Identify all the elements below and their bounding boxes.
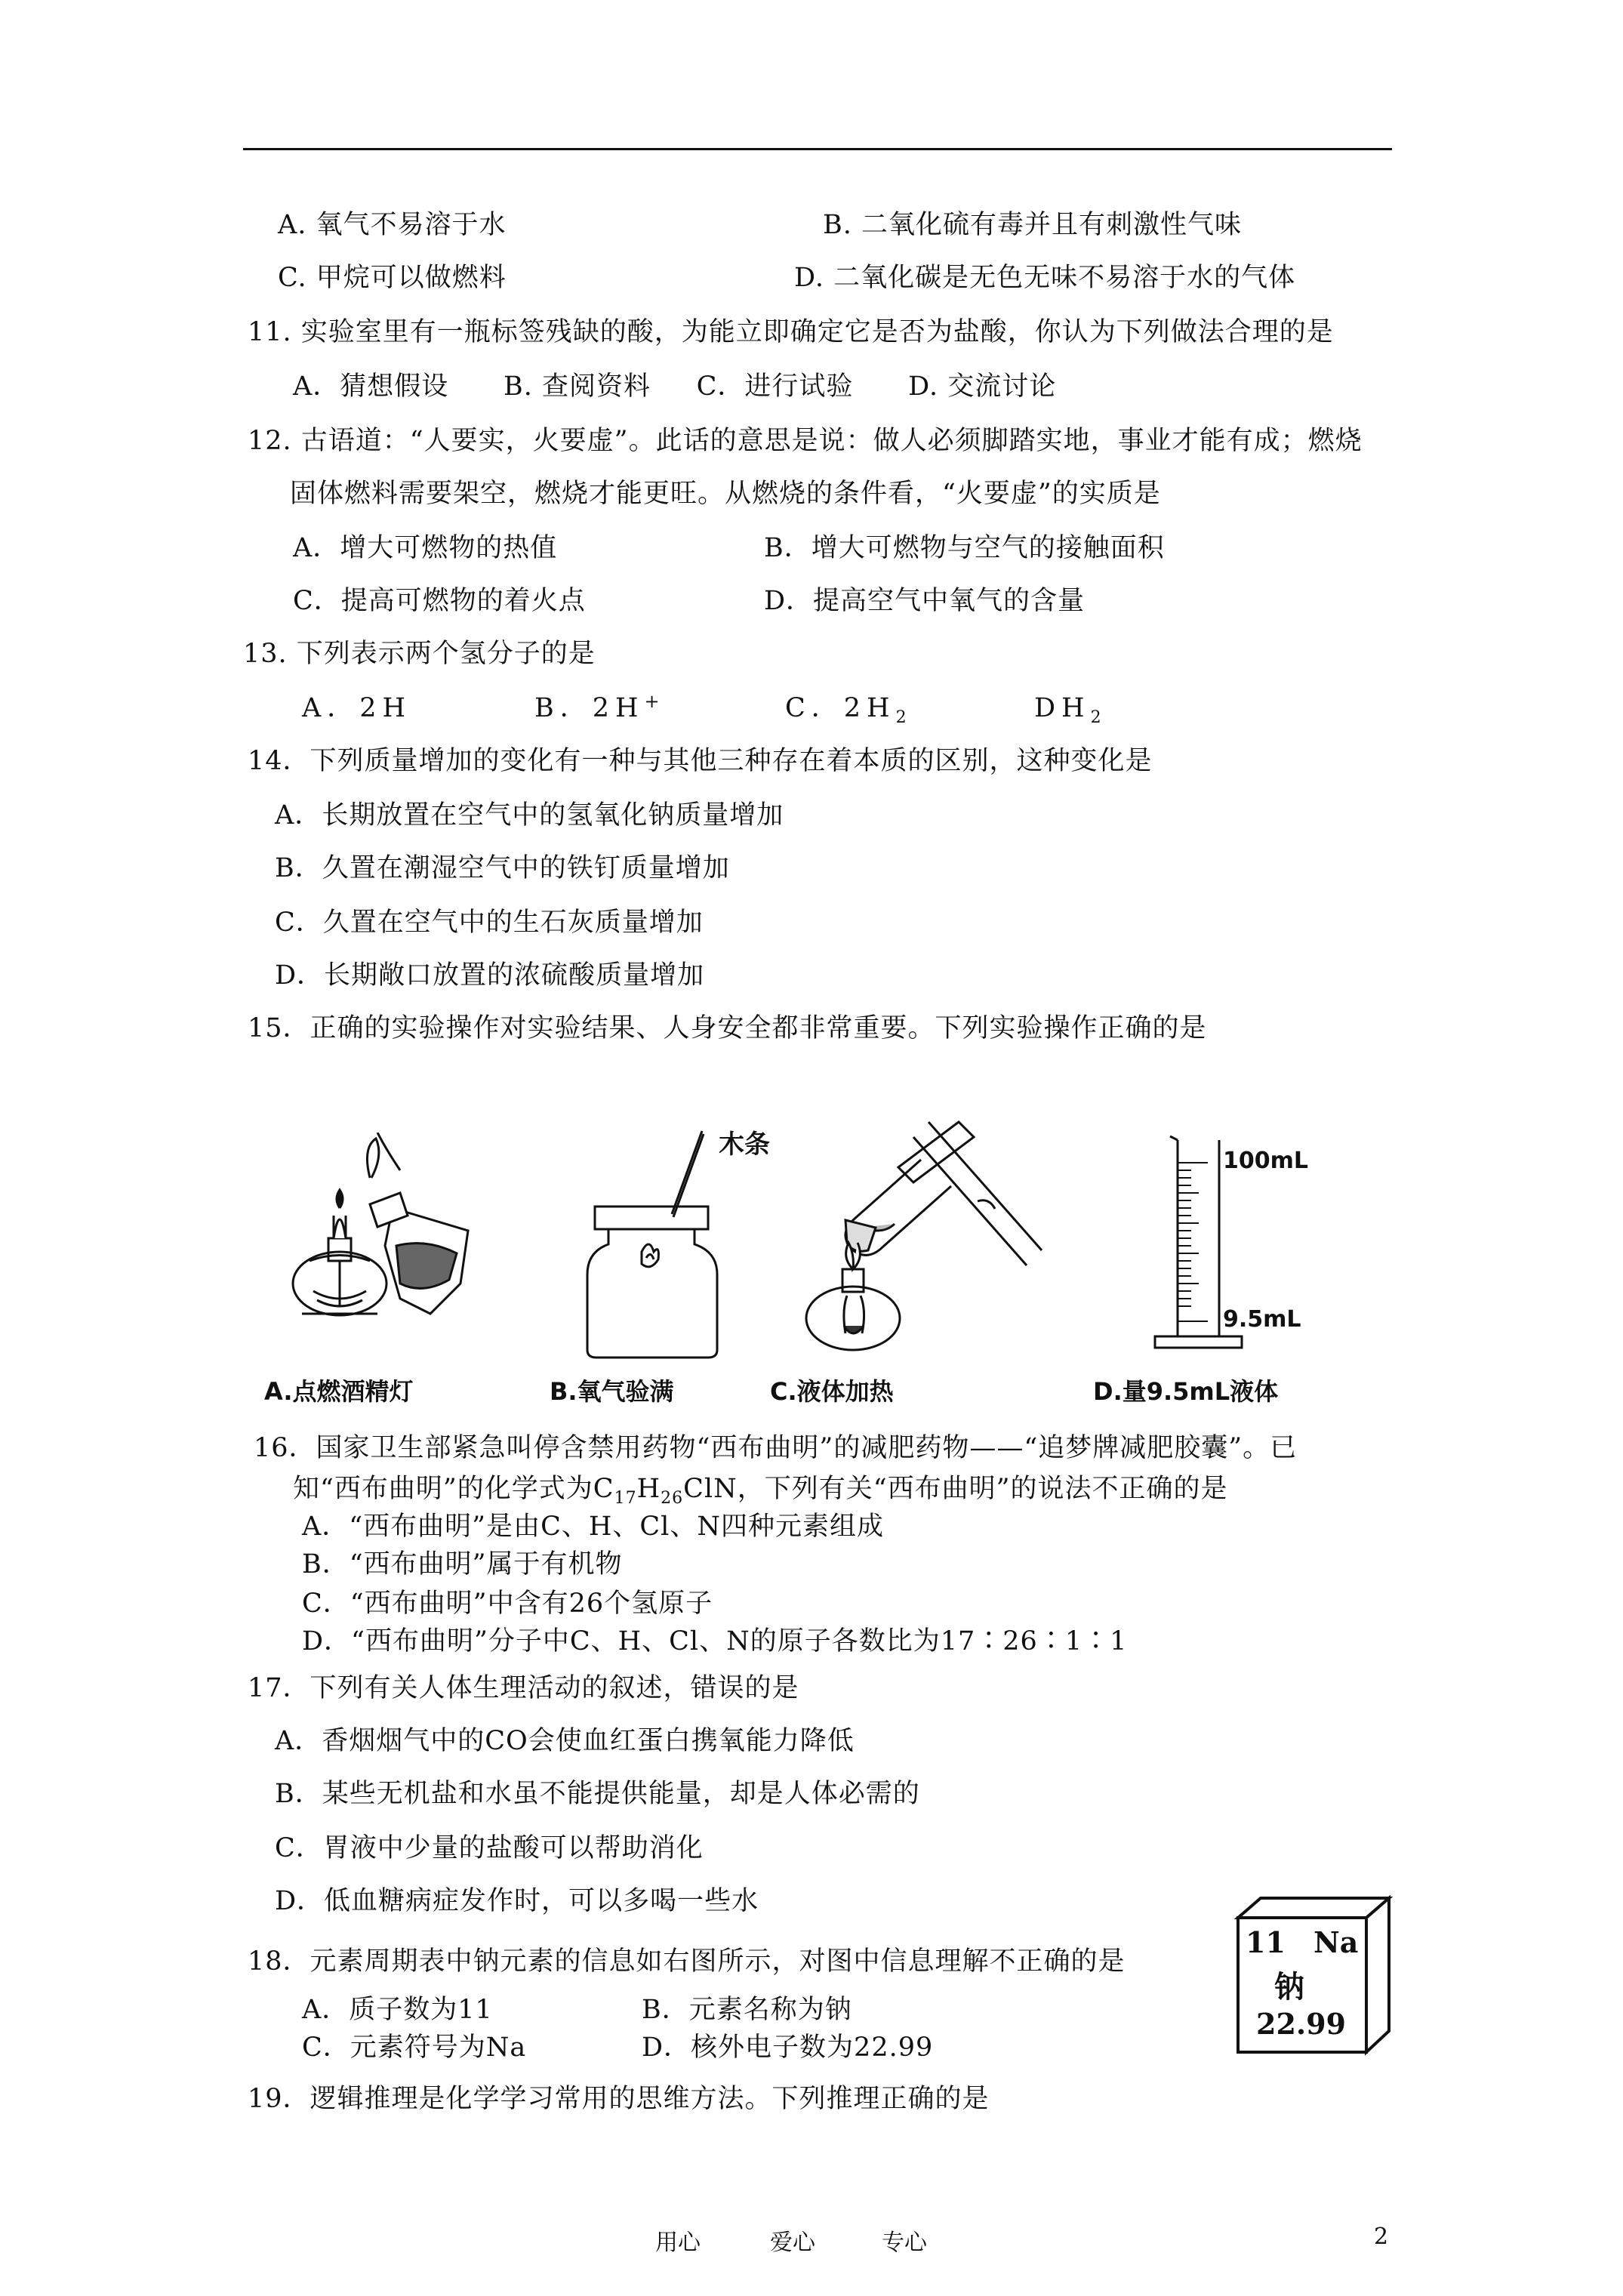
q14-option-b: B．久置在潮湿空气中的铁钉质量增加 — [275, 853, 730, 883]
footer-slogan-1: 用心 — [655, 2230, 701, 2256]
element-symbol: Na — [1313, 1925, 1359, 1959]
q14-option-d: D．长期敞口放置的浓硫酸质量增加 — [275, 960, 705, 991]
q13-stem: 13. 下列表示两个氢分子的是 — [243, 639, 596, 669]
q17-option-c: C．胃液中少量的盐酸可以帮助消化 — [275, 1833, 704, 1863]
q16-option-c: C．“西布曲明”中含有26个氢原子 — [302, 1589, 713, 1619]
q18-option-b: B．元素名称为钠 — [642, 1995, 852, 2025]
q16-stem-line2: 知“西布曲明”的化学式为$C_{17}H_{26}ClN$，下列有关“西布曲明”的说法不正确的是 — [293, 1474, 1228, 1508]
q14-option-c: C．久置在空气中的生石灰质量增加 — [275, 908, 704, 938]
cylinder-top-mark: 100mL — [1223, 1148, 1308, 1174]
q15-stem: 15．正确的实验操作对实验结果、人身安全都非常重要。下列实验操作正确的是 — [248, 1013, 1207, 1043]
q18-option-d: D．核外电子数为22.99 — [642, 2032, 934, 2063]
page-number: 2 — [1374, 2224, 1389, 2250]
q12-option-a: A．增大可燃物的热值 — [293, 533, 558, 563]
figure-a-alcohol-lamp — [287, 1133, 483, 1359]
q16-option-b: B．“西布曲明”属于有机物 — [302, 1549, 623, 1579]
q16-stem-line1: 16．国家卫生部紧急叫停含禁用药物“西布曲明”的减肥药物——“追梦牌减肥胶囊”。已 — [254, 1433, 1298, 1463]
q18-option-c: C．元素符号为Na — [302, 2032, 527, 2063]
q13-option-c: C．$2H_2$ — [785, 693, 913, 727]
element-mass: 22.99 — [1256, 2007, 1346, 2041]
q12-stem-line2: 固体燃料需要架空，燃烧才能更旺。从燃烧的条件看，“火要虚”的实质是 — [290, 479, 1161, 509]
caption-c: C.液体加热 — [770, 1377, 894, 1406]
q17-option-b: B．某些无机盐和水虽不能提供能量，却是人体必需的 — [275, 1779, 920, 1809]
q10-option-a: A. 氧气不易溶于水 — [278, 210, 507, 240]
q10-option-b: B. 二氧化硫有毒并且有刺激性气味 — [823, 210, 1242, 240]
q18-option-a: A．质子数为11 — [302, 1995, 493, 2025]
q17-option-d: D．低血糖病症发作时，可以多喝一些水 — [275, 1886, 759, 1916]
q16-option-d: D．“西布曲明”分子中C、H、Cl、N的原子各数比为17∶26∶1∶1 — [302, 1626, 1128, 1657]
wood-label: 木条 — [719, 1130, 770, 1160]
q14-stem: 14．下列质量增加的变化有一种与其他三种存在着本质的区别，这种变化是 — [248, 746, 1153, 776]
q14-option-a: A．长期放置在空气中的氢氧化钠质量增加 — [275, 800, 784, 831]
caption-d: D.量9.5mL液体 — [1093, 1377, 1279, 1406]
q17-stem: 17．下列有关人体生理活动的叙述，错误的是 — [248, 1673, 799, 1703]
q10-option-c: C. 甲烷可以做燃料 — [278, 263, 507, 293]
figure-c-liquid-heating — [800, 1114, 1057, 1371]
q11-stem: 11. 实验室里有一瓶标签残缺的酸，为能立即确定它是否为盐酸，你认为下列做法合理的是 — [248, 317, 1334, 347]
q19-stem: 19．逻辑推理是化学学习常用的思维方法。下列推理正确的是 — [248, 2084, 990, 2114]
q13-option-b: B．2H+ — [534, 691, 666, 723]
q16-option-a: A．“西布曲明”是由C、H、Cl、N四种元素组成 — [302, 1512, 884, 1542]
element-name: 钠 — [1274, 1969, 1304, 2005]
q10-option-d: D. 二氧化碳是无色无味不易溶于水的气体 — [794, 263, 1296, 293]
q12-option-c: C．提高可燃物的着火点 — [293, 586, 586, 616]
q12-option-d: D．提高空气中氧气的含量 — [764, 586, 1086, 616]
cylinder-bottom-mark: 9.5mL — [1223, 1306, 1301, 1333]
q12-option-b: B．增大可燃物与空气的接触面积 — [764, 533, 1165, 563]
q12-stem-line1: 12. 古语道：“人要实，火要虚”。此话的意思是说：做人必须脚踏实地，事业才能有成；燃烧 — [248, 426, 1363, 456]
q11-options: A．猜想假设 B. 查阅资料 C．进行试验 D. 交流讨论 — [293, 371, 1057, 402]
header-rule — [243, 148, 1392, 150]
caption-b: B.氧气验满 — [550, 1377, 674, 1406]
q18-stem: 18．元素周期表中钠元素的信息如右图所示，对图中信息理解不正确的是 — [248, 1946, 1126, 1977]
caption-a: A.点燃酒精灯 — [264, 1377, 414, 1406]
q13-option-d: $DH_2$ — [1034, 693, 1107, 727]
footer-slogan-2: 爱心 — [770, 2230, 815, 2256]
element-number: 11 — [1246, 1925, 1286, 1959]
q13-option-a: A．2H — [302, 693, 412, 723]
q17-option-a: A．香烟烟气中的CO会使血红蛋白携氧能力降低 — [275, 1726, 855, 1756]
footer-slogan-3: 专心 — [882, 2230, 927, 2256]
